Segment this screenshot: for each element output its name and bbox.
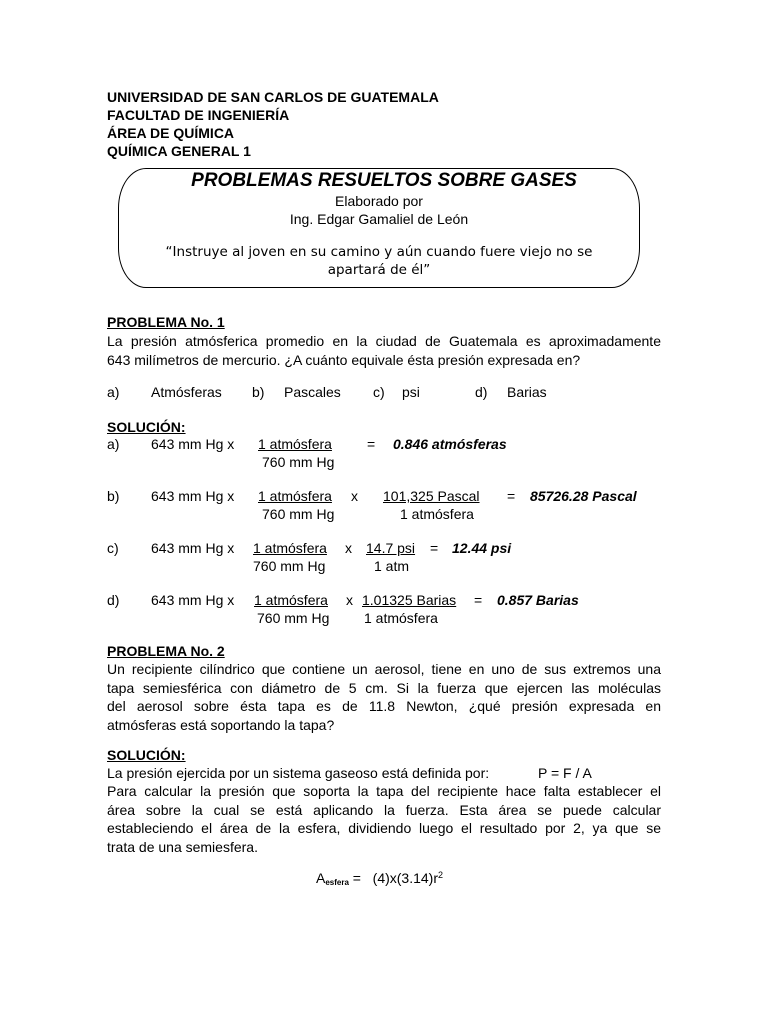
text-line: Un recipiente cilíndrico que contiene un aerosol, tiene en uno de sus extremos una [107, 661, 661, 677]
text-line: La presión atmósferica promedio en la ciudad de Guatemala es aproximadamente [107, 333, 661, 349]
result-value: 85726.28 Pascal [530, 488, 637, 504]
problem-1-heading: PROBLEMA No. 1 [107, 314, 225, 330]
solution-1-heading: SOLUCIÓN: [107, 419, 186, 435]
option-letter: c) [373, 384, 385, 400]
problem-2-heading: PROBLEMA No. 2 [107, 643, 225, 659]
university-name: UNIVERSIDAD DE SAN CARLOS DE GUATEMALA [107, 89, 439, 105]
document-title: PROBLEMAS RESUELTOS SOBRE GASES [191, 170, 577, 191]
option-letter: d) [475, 384, 488, 400]
fraction-numerator: 1.01325 Barias [362, 592, 457, 608]
fraction-denominator: 760 mm Hg [253, 558, 326, 574]
option-label: Atmósferas [151, 384, 222, 400]
option-letter: a) [107, 384, 120, 400]
solution-2-text [107, 782, 661, 856]
given-value: 643 mm Hg x [151, 540, 235, 556]
pressure-formula: P = F / A [538, 765, 592, 781]
fraction-numerator: 101,325 Pascal [383, 488, 480, 504]
fraction-denominator: 760 mm Hg [262, 454, 335, 470]
equals-sign: = [507, 488, 516, 504]
solution-letter: d) [107, 592, 120, 608]
text-line: área sobre la cual se está aplicando la fuerza. Esta área se puede calcular [107, 801, 661, 818]
quote-line-2: apartará de él” [327, 262, 431, 278]
option-label: Pascales [284, 384, 341, 400]
solution-2-heading: SOLUCIÓN: [107, 747, 186, 763]
fraction-numerator: 1 atmósfera [258, 488, 332, 504]
text-line: 643 milímetros de mercurio. ¿A cuánto equivale ésta presión expresada en? [107, 351, 581, 368]
solution-letter: a) [107, 436, 120, 452]
area-subscript: esfera [325, 878, 349, 887]
area-exponent: 2 [438, 870, 444, 880]
fraction-numerator: 1 atmósfera [258, 436, 332, 452]
problem-2-text [107, 660, 661, 734]
result-value: 0.857 Barias [497, 592, 579, 608]
option-label: psi [402, 384, 420, 400]
solution-letter: b) [107, 488, 120, 504]
quote-line-1: “Instruye al joven en su camino y aún cuando fuere viejo no se [165, 244, 593, 260]
option-letter: b) [252, 384, 265, 400]
text-line: Para calcular la presión que soporta la tapa del recipiente hace falta establecer el [107, 783, 661, 799]
faculty-name: FACULTAD DE INGENIERÍA [107, 107, 290, 123]
fraction-numerator: 1 atmósfera [254, 592, 328, 608]
solution-letter: c) [107, 540, 119, 556]
fraction-denominator: 1 atm [374, 558, 410, 574]
equals-sign: = [367, 436, 376, 452]
result-value: 0.846 atmósferas [393, 436, 507, 452]
given-value: 643 mm Hg x [151, 488, 235, 504]
fraction-denominator: 1 atmósfera [400, 506, 474, 522]
area-expression: = (4)x(3.14)r [348, 870, 439, 886]
times-sign: x [346, 592, 353, 608]
area-name: ÁREA DE QUÍMICA [107, 125, 235, 141]
text-line: estableciendo el área de la esfera, dividiendo luego el resultado por 2, ya que se [107, 820, 661, 836]
times-sign: x [351, 488, 358, 504]
times-sign: x [345, 540, 352, 556]
course-name: QUÍMICA GENERAL 1 [107, 143, 251, 159]
fraction-denominator: 1 atmósfera [364, 610, 438, 626]
area-symbol: A [316, 870, 326, 886]
prepared-by: Elaborado por [335, 193, 423, 209]
equals-sign: = [474, 592, 483, 608]
fraction-denominator: 760 mm Hg [262, 506, 335, 522]
text-line: trata de una semiesfera. [107, 838, 258, 855]
problem-1-text [107, 332, 661, 369]
fraction-numerator: 1 atmósfera [253, 540, 327, 556]
definition-line: La presión ejercida por un sistema gaseoso está definida por: [107, 765, 490, 781]
fraction-denominator: 760 mm Hg [257, 610, 330, 626]
result-value: 12.44 psi [452, 540, 512, 556]
area-formula [316, 870, 443, 887]
given-value: 643 mm Hg x [151, 592, 235, 608]
equals-sign: = [430, 540, 439, 556]
author-name: Ing. Edgar Gamaliel de León [289, 211, 469, 227]
text-line: atmósferas está soportando la tapa? [107, 716, 335, 733]
given-value: 643 mm Hg x [151, 436, 235, 452]
text-line: del aerosol sobre ésta tapa es de 11.8 Newton, ¿qué presión expresada en [107, 698, 661, 714]
fraction-numerator: 14.7 psi [366, 540, 416, 556]
option-label: Barias [507, 384, 547, 400]
text-line: tapa semiesférica con diámetro de 5 cm. Si la fuerza que ejercen las moléculas [107, 679, 661, 696]
